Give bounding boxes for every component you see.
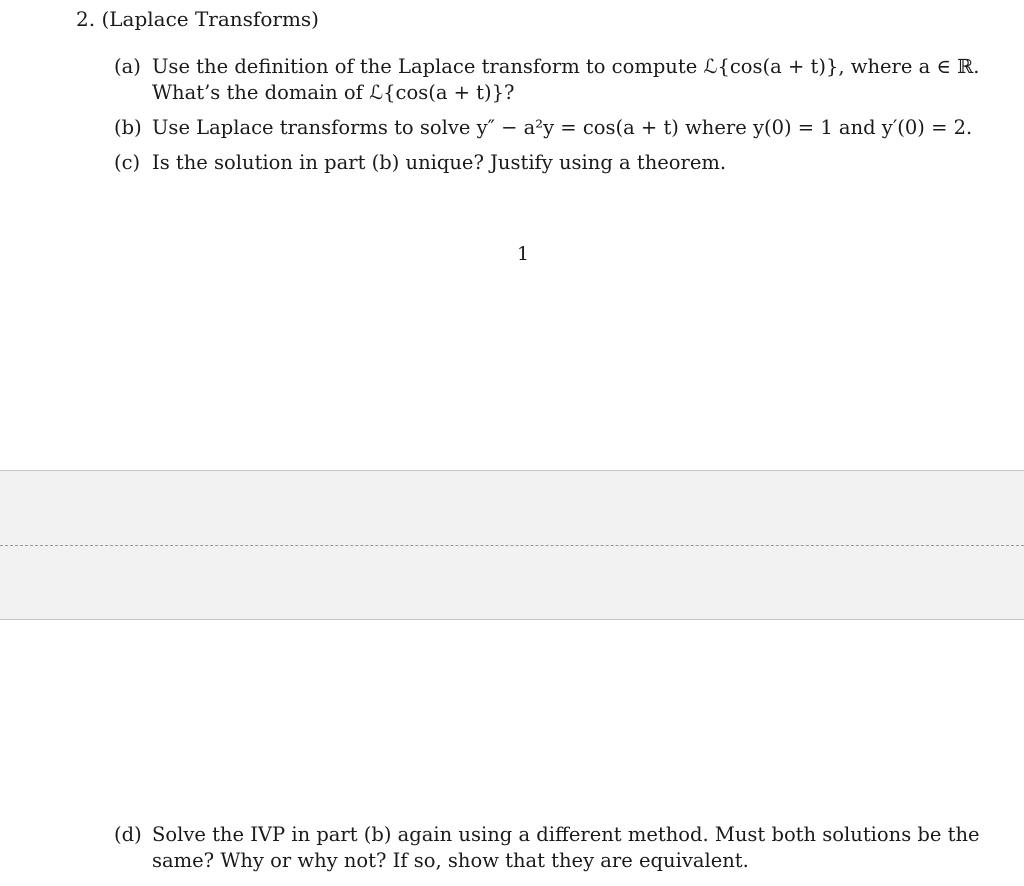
document-page-2 [0,620,1024,886]
problem-heading: 2. (Laplace Transforms) [76,7,319,31]
part-label: (d) [114,823,142,846]
part-text-line: same? Why or why not? If so, show that they are equivalent. [152,849,749,872]
part-label: (b) [114,116,142,139]
part-text-line: Use the definition of the Laplace transform to compute ℒ{cos(a + t)}, where a ∈ ℝ. [152,55,980,78]
part-label: (a) [114,55,141,78]
page-separator [0,470,1024,620]
part-text-line: What’s the domain of ℒ{cos(a + t)}? [152,81,515,104]
part-text-line: Is the solution in part (b) unique? Justify using a theorem. [152,151,727,174]
question-part-a [114,54,979,106]
question-part-c [114,150,726,176]
question-part-b [114,115,972,141]
part-label: (c) [114,151,141,174]
page-break-line [0,545,1024,546]
part-text-line: Use Laplace transforms to solve y″ − a²y = cos(a + t) where y(0) = 1 and y′(0) = 2. [152,116,973,139]
page-number: 1 [517,243,530,265]
question-part-d [114,822,1004,874]
part-text-line: Solve the IVP in part (b) again using a different method. Must both solutions be the [152,823,980,846]
